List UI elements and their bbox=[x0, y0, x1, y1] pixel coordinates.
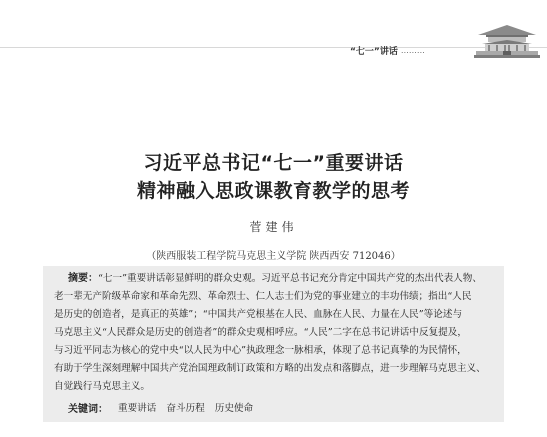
article-title-line1: 习近平总书记“七一”重要讲话 bbox=[143, 152, 404, 174]
keyword-item: 奋斗历程 bbox=[166, 403, 205, 414]
keyword-item: 重要讲话 bbox=[118, 403, 157, 414]
tiananmen-building-icon bbox=[474, 22, 540, 62]
abstract-text: “七一”重要讲话彰显鲜明的群众史观。习近平总书记充分肯定中国共产党的杰出代表人物、 bbox=[98, 273, 482, 284]
running-head-dots: ……… bbox=[400, 46, 425, 55]
abstract-paragraph bbox=[54, 270, 499, 396]
keywords-label: 关键词： bbox=[68, 404, 108, 415]
abstract-line bbox=[54, 270, 499, 288]
abstract-line: 有助于学生深刻理解中国共产党治国理政制订政策和方略的出发点和落脚点，进一步理解马克思主义、 bbox=[54, 363, 486, 374]
author-affiliation: （陕西服装工程学院马克思主义学院 陕西西安 712046） bbox=[146, 251, 401, 262]
abstract-line: 自觉践行马克思主义。 bbox=[54, 381, 150, 392]
abstract-line: 与习近平同志为核心的党中央“以人民为中心”执政理念一脉相承，体现了总书记真挚的为民情怀， bbox=[54, 345, 467, 356]
author-name: 菅建伟 bbox=[249, 220, 298, 234]
header-rule bbox=[0, 47, 547, 48]
abstract-label: 摘要： bbox=[68, 273, 98, 284]
abstract-line: 老一辈无产阶级革命家和革命先烈、革命烈士、仁人志士们为党的事业建立的丰功伟绩；指出“人民 bbox=[54, 291, 472, 302]
keywords bbox=[68, 400, 253, 415]
article-title-line2: 精神融入思政课教育教学的思考 bbox=[136, 180, 410, 202]
abstract-line: 马克思主义“人民群众是历史的创造者”的群众史观相呼应。“人民”二字在总书记讲话中反复提及， bbox=[54, 327, 467, 338]
keyword-item: 历史使命 bbox=[214, 403, 254, 414]
running-head-title: “七一”讲话 bbox=[350, 47, 398, 57]
abstract-line: 是历史的创造者，是真正的英雄”；“中国共产党根基在人民、血脉在人民、力量在人民”等论述与 bbox=[54, 309, 463, 320]
running-head bbox=[350, 44, 425, 57]
